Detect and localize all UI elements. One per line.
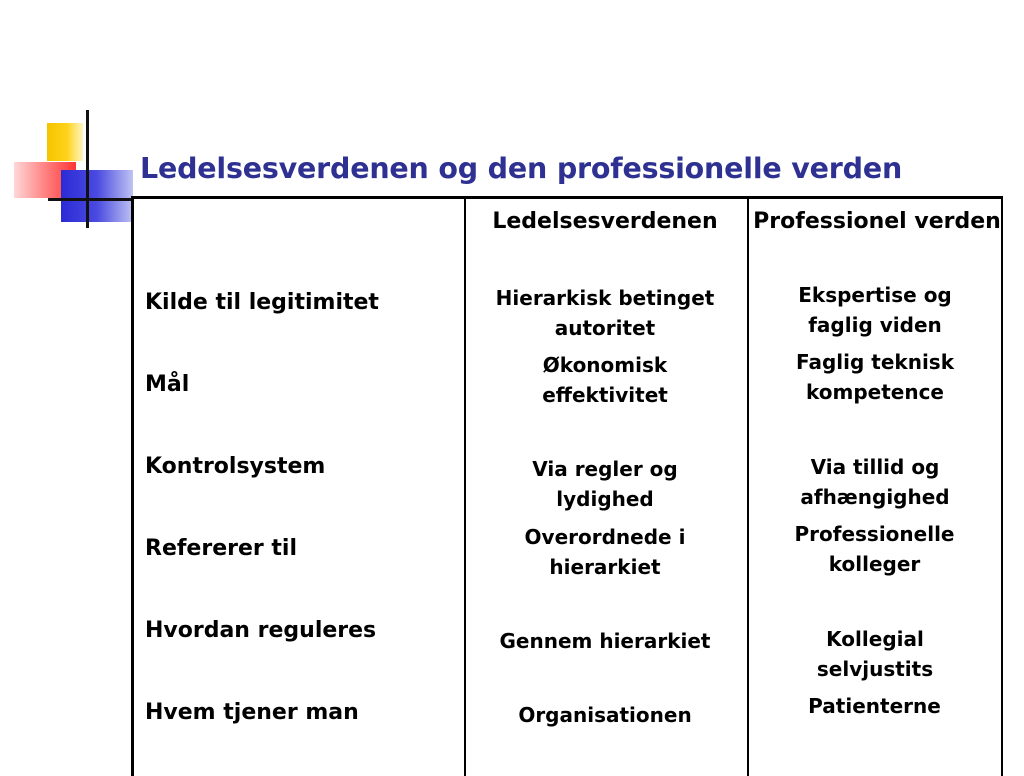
logo-vertical-line	[86, 110, 89, 228]
row-label: Refererer til	[145, 536, 298, 561]
professional-cell: Kollegial selvjustits	[816, 627, 934, 681]
professional-cell: Patienterne	[808, 694, 941, 718]
logo-blue-square	[61, 170, 133, 222]
management-cell: Overordnede i hierarkiet	[524, 525, 686, 579]
row-label: Kilde til legitimitet	[145, 290, 379, 315]
professional-cell: Professionelle kolleger	[794, 522, 955, 576]
header-professional: Professionel verden	[753, 209, 1001, 234]
header-management: Ledelsesverdenen	[492, 209, 718, 234]
management-cell: Via regler og lydighed	[532, 457, 678, 511]
decorative-logo	[0, 100, 140, 240]
column-divider	[747, 199, 749, 776]
row-label: Kontrolsystem	[145, 454, 326, 479]
logo-yellow-square	[47, 123, 83, 161]
row-label: Hvordan reguleres	[145, 618, 377, 643]
management-cell: Økonomisk effektivitet	[542, 353, 668, 407]
management-cell: Hierarkisk betinget autoritet	[495, 286, 715, 340]
professional-cell: Faglig teknisk kompetence	[795, 350, 955, 404]
professional-cell: Via tillid og afhængighed	[800, 455, 950, 509]
management-cell: Gennem hierarkiet	[499, 629, 711, 653]
row-label: Mål	[145, 372, 190, 397]
professional-cell: Ekspertise og faglig viden	[798, 283, 952, 337]
row-label: Hvem tjener man	[145, 700, 359, 725]
slide-title: Ledelsesverdenen og den professionelle verden	[140, 152, 903, 185]
management-cell: Organisationen	[518, 703, 692, 727]
logo-horizontal-line	[48, 198, 132, 201]
